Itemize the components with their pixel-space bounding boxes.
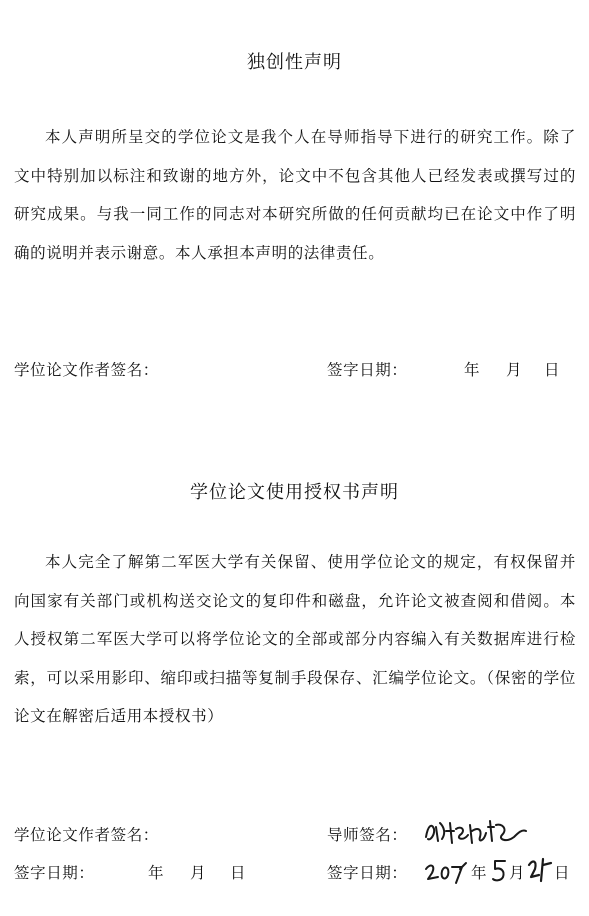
advisor-month-label: 月 <box>509 864 526 882</box>
handwritten-month-scribble <box>491 857 509 885</box>
advisor-signature-label: 导师签名： <box>327 826 408 844</box>
author-month-label: 月 <box>190 864 207 882</box>
day-label: 日 <box>544 361 561 379</box>
signature-date-label: 签字日期： <box>327 361 408 379</box>
month-label: 月 <box>506 361 523 379</box>
authorization-declaration-title: 学位论文使用授权书声明 <box>190 482 399 503</box>
handwritten-month <box>491 857 509 885</box>
advisor-signature-scribble <box>422 817 534 847</box>
advisor-year-label: 年 <box>471 864 488 882</box>
authorization-date-row <box>14 861 576 885</box>
handwritten-year <box>424 859 470 887</box>
advisor-handwritten-signature <box>422 817 534 847</box>
originality-signature-row <box>14 358 576 382</box>
handwritten-day-scribble <box>527 855 553 885</box>
advisor-date-label: 签字日期： <box>327 864 408 882</box>
authorization-signature-row <box>14 823 576 847</box>
handwritten-day <box>527 855 553 885</box>
author-date-label: 签字日期： <box>14 864 95 882</box>
year-label: 年 <box>464 361 481 379</box>
handwritten-year-scribble <box>424 859 470 887</box>
author-signature-label: 学位论文作者签名： <box>14 826 159 844</box>
author-year-label: 年 <box>148 864 165 882</box>
advisor-day-label: 日 <box>554 864 571 882</box>
originality-declaration-title: 独创性声明 <box>247 52 342 73</box>
authorization-declaration-paragraph: 本人完全了解第二军医大学有关保留、使用学位论文的规定，有权保留并向国家有关部门或机构送交论文的复印件和磁盘，允许论文被查阅和借阅。本人授权第二军医大学可以将学位论文的全部或部分内容编入有关数据库进行检索，可以采用影印、缩印或扫描等复制手段保存、汇编学位论文。（保密的学位论文在解密后适用本授权书） <box>14 553 576 725</box>
author-day-label: 日 <box>230 864 247 882</box>
author-signature-label: 学位论文作者签名： <box>14 361 159 379</box>
originality-declaration-paragraph: 本人声明所呈交的学位论文是我个人在导师指导下进行的研究工作。除了文中特别加以标注和致谢的地方外，论文中不包含其他人已经发表或撰写过的研究成果。与我一同工作的同志对本研究所做的任何贡献均已在论文中作了明确的说明并表示谢意。本人承担本声明的法律责任。 <box>14 128 576 262</box>
